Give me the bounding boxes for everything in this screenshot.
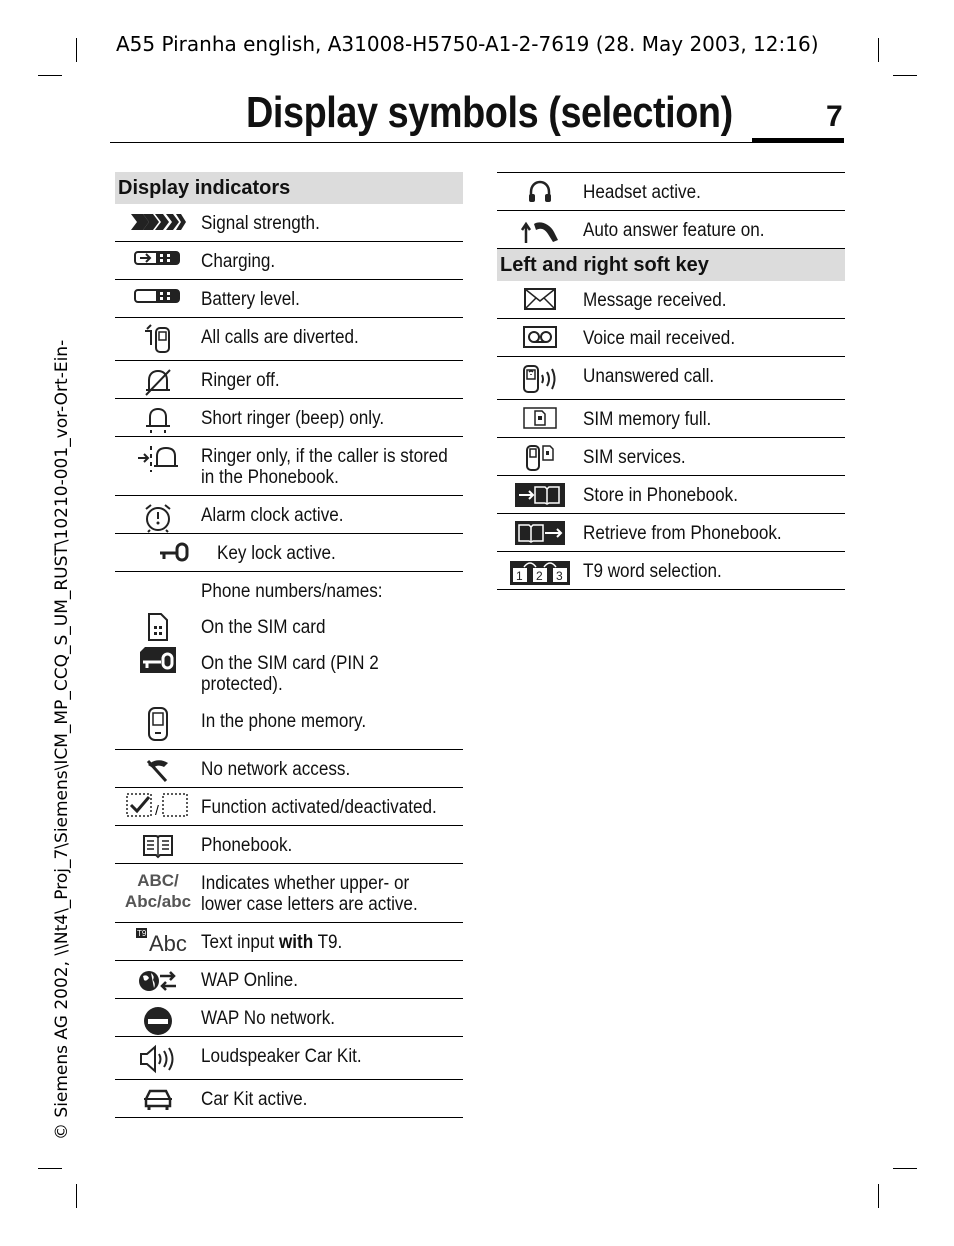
side-path-text: © Siemens AG 2002, \\Nt4\_Proj_7\Siemens\ICM_MP_CCQ_S_UM_RUST\10210-001_vor-Ort-Ein- [52,339,72,1140]
sim-memory-full-icon [497,400,583,437]
svg-text:Abc: Abc [149,931,187,956]
table-row [497,476,845,514]
svg-text:/: / [155,802,159,818]
store-phonebook-icon [497,476,583,513]
row-label-line: protected). [201,674,283,695]
charging-icon [115,242,201,279]
row-label: Short ringer (beep) only. [201,408,385,429]
table-row [115,826,463,864]
table-row [497,357,845,400]
row-label: Charging. [201,251,276,272]
table-row [115,608,463,644]
row-label: Phone numbers/names: [201,581,383,602]
svg-text:T9: T9 [137,929,147,938]
table-row [115,318,463,361]
svg-text:1: 1 [516,569,523,583]
sim-services-icon [497,438,583,475]
table-row [115,864,463,923]
row-label-line: Ringer only, if the caller is stored [201,446,448,467]
left-table [115,172,463,1118]
section-header: Display indicators [115,172,463,204]
ringer-off-icon [115,361,201,398]
row-label: SIM services. [583,447,686,468]
wap-online-icon [115,961,201,998]
row-label: WAP Online. [201,970,298,991]
table-row [115,702,463,750]
table-row [115,361,463,399]
row-label [201,923,342,960]
signal-strength-icon [115,204,201,241]
case-indicator-line: Abc/abc [124,892,192,911]
t9-word-icon [497,552,583,589]
row-label-line: Indicates whether upper- or [201,873,410,894]
ringer-phonebook-icon [115,437,201,495]
auto-answer-icon [497,211,583,248]
table-row [497,173,845,211]
retrieve-phonebook-icon [497,514,583,551]
row-label-line: On the SIM card (PIN 2 [201,653,379,674]
table-row [115,534,463,572]
row-label: Battery level. [201,289,300,310]
row-label: Unanswered call. [583,366,715,387]
row-label-block [201,864,418,922]
row-label-line: lower case letters are active. [201,894,418,915]
sim-card-pin2-icon [115,644,201,702]
row-label: Message received. [583,290,727,311]
table-row [497,400,845,438]
table-row [115,204,463,242]
table-row [115,961,463,999]
table-row [497,514,845,552]
wap-no-network-icon [115,999,201,1036]
title-rule [110,142,844,143]
table-row [115,572,463,608]
case-indicator-icon [115,864,201,922]
row-label-bold: with [278,932,314,953]
icon-cell-empty [115,572,201,608]
no-network-icon [115,750,201,787]
unanswered-call-icon [497,357,583,399]
row-label: On the SIM card [201,617,326,638]
row-label-line: in the Phonebook. [201,467,339,488]
phonebook-icon [115,826,201,863]
row-label-part: T9. [313,932,343,953]
page-number: 7 [826,100,843,133]
table-row [497,552,845,590]
sim-card-icon [115,608,201,644]
row-label: Auto answer feature on. [583,220,765,241]
row-label: No network access. [201,759,351,780]
crop-mark [76,1184,77,1208]
table-row [115,923,463,961]
table-row [115,788,463,826]
key-lock-icon [115,534,217,571]
row-label: Voice mail received. [583,328,736,349]
crop-mark [878,38,879,62]
table-row [497,438,845,476]
table-row [115,496,463,534]
function-activated-icon [115,788,201,825]
table-row [115,437,463,496]
row-label: Signal strength. [201,213,320,234]
phone-memory-icon [115,702,201,749]
crop-mark [38,1168,62,1169]
crop-mark [893,1168,917,1169]
svg-text:2: 2 [536,569,543,583]
table-row [115,1080,463,1118]
running-header: A55 Piranha english, A31008-H5750-A1-2-7619 (28. May 2003, 12:16) [116,32,819,56]
section-header: Left and right soft key [497,249,845,281]
crop-mark [878,1184,879,1208]
row-label: SIM memory full. [583,409,712,430]
row-label: Headset active. [583,182,701,203]
car-kit-icon [115,1080,201,1117]
row-label: Function activated/deactivated. [201,797,437,818]
loudspeaker-icon [115,1037,201,1079]
row-label: Key lock active. [217,543,336,564]
row-label: Loudspeaker Car Kit. [201,1046,362,1067]
row-label-block [201,437,448,495]
crop-mark [38,75,62,76]
row-label: Retrieve from Phonebook. [583,523,782,544]
battery-level-icon [115,280,201,317]
row-label: All calls are diverted. [201,327,359,348]
table-row [115,1037,463,1080]
row-label: Store in Phonebook. [583,485,738,506]
table-row [115,750,463,788]
row-label-block [201,644,379,702]
row-label: In the phone memory. [201,711,367,732]
table-row [115,242,463,280]
row-label: Car Kit active. [201,1089,308,1110]
table-row [497,319,845,357]
t9-abc-icon [115,923,201,960]
calls-diverted-icon [115,318,201,360]
row-label: T9 word selection. [583,561,722,582]
row-label: Ringer off. [201,370,280,391]
table-row [497,211,845,249]
envelope-icon [497,281,583,318]
case-indicator-line: ABC/ [137,871,179,890]
row-label-part: Text input [201,932,279,953]
svg-text:3: 3 [556,569,563,583]
table-row [115,280,463,318]
crop-mark [893,75,917,76]
page-title: Display symbols (selection) [246,88,733,137]
table-row [115,644,463,702]
alarm-clock-icon [115,496,201,533]
headset-icon [497,173,583,210]
voicemail-icon [497,319,583,356]
short-ringer-icon [115,399,201,436]
crop-mark [76,38,77,62]
row-label: WAP No network. [201,1008,336,1029]
right-table [497,172,845,590]
row-label: Alarm clock active. [201,505,344,526]
table-row [115,399,463,437]
row-label: Phonebook. [201,835,293,856]
table-row [115,999,463,1037]
page-number-rule [752,138,844,143]
table-row [497,281,845,319]
